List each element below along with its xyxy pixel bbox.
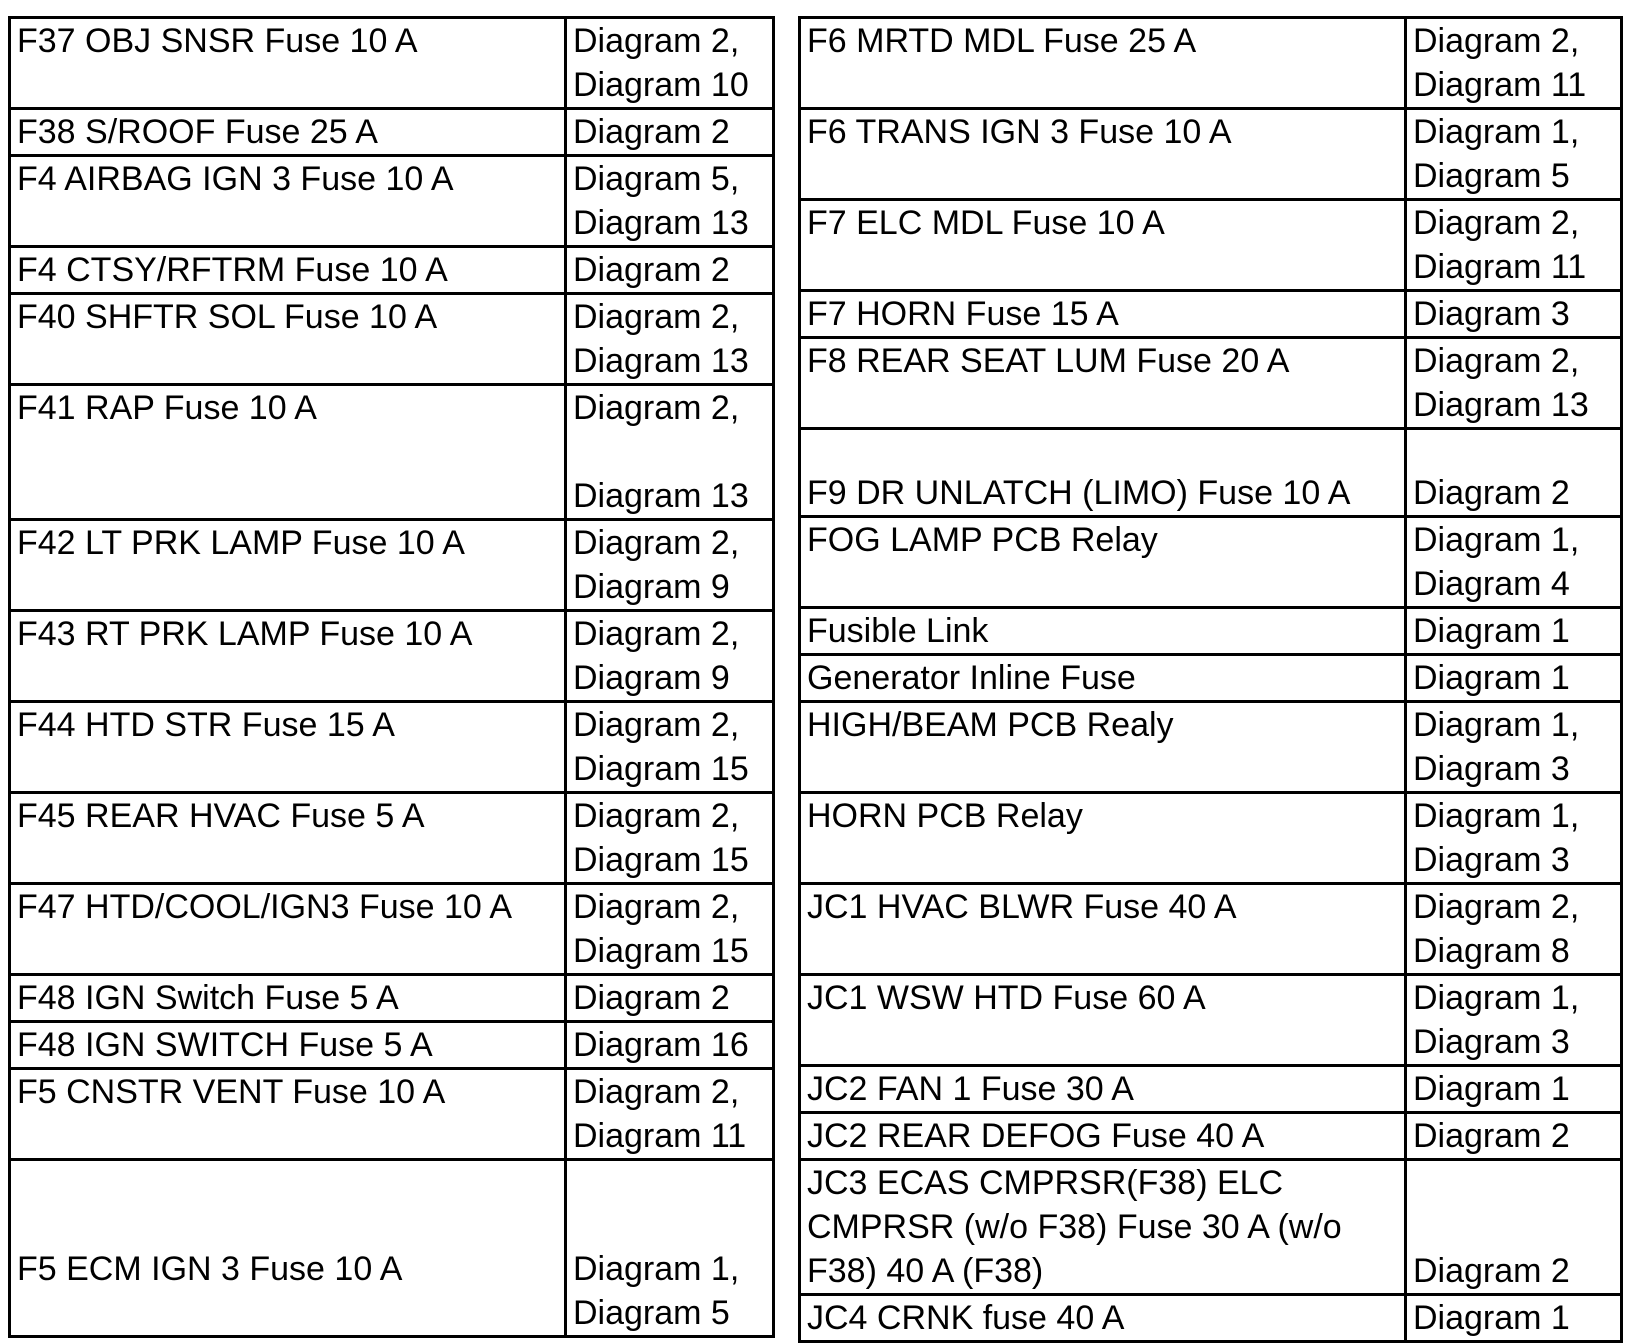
location-cell: Diagram 1 bbox=[1406, 1295, 1622, 1342]
component-cell: F7 ELC MDL Fuse 10 A bbox=[800, 200, 1406, 291]
component-cell: Generator Inline Fuse bbox=[800, 655, 1406, 702]
component-cell: F6 MRTD MDL Fuse 25 A bbox=[800, 18, 1406, 109]
table-row bbox=[10, 611, 774, 702]
component-cell: JC2 REAR DEFOG Fuse 40 A bbox=[800, 1113, 1406, 1160]
location-cell: Diagram 2, Diagram 10 bbox=[566, 18, 774, 109]
location-cell: Diagram 2 bbox=[566, 975, 774, 1022]
table-row bbox=[800, 200, 1622, 291]
component-cell: JC2 FAN 1 Fuse 30 A bbox=[800, 1066, 1406, 1113]
location-cell: Diagram 1 bbox=[1406, 1066, 1622, 1113]
location-cell: Diagram 1 bbox=[1406, 655, 1622, 702]
location-cell: Diagram 2 bbox=[566, 247, 774, 294]
location-cell: Diagram 1, Diagram 5 bbox=[1406, 109, 1622, 200]
table-row bbox=[800, 291, 1622, 338]
right-fuse-table bbox=[798, 16, 1623, 1343]
component-cell: F47 HTD/COOL/IGN3 Fuse 10 A bbox=[10, 884, 566, 975]
table-row bbox=[10, 294, 774, 385]
table-row bbox=[10, 18, 774, 109]
table-row bbox=[10, 385, 774, 520]
location-cell: Diagram 1, Diagram 3 bbox=[1406, 702, 1622, 793]
location-cell: Diagram 1, Diagram 3 bbox=[1406, 793, 1622, 884]
location-cell: Diagram 2, Diagram 15 bbox=[566, 884, 774, 975]
component-cell: F7 HORN Fuse 15 A bbox=[800, 291, 1406, 338]
location-cell: Diagram 5, Diagram 13 bbox=[566, 156, 774, 247]
table-row bbox=[800, 655, 1622, 702]
component-cell: F44 HTD STR Fuse 15 A bbox=[10, 702, 566, 793]
location-cell: Diagram 2, Diagram 11 bbox=[1406, 18, 1622, 109]
table-row bbox=[800, 793, 1622, 884]
component-cell: F43 RT PRK LAMP Fuse 10 A bbox=[10, 611, 566, 702]
component-cell: FOG LAMP PCB Relay bbox=[800, 517, 1406, 608]
location-cell: Diagram 2, Diagram 13 bbox=[566, 294, 774, 385]
location-cell: Diagram 2 bbox=[1406, 1113, 1622, 1160]
fuse-index-sheet bbox=[8, 16, 1620, 1337]
table-row bbox=[10, 702, 774, 793]
table-row bbox=[10, 156, 774, 247]
location-cell: Diagram 1 bbox=[1406, 608, 1622, 655]
table-row bbox=[800, 517, 1622, 608]
component-cell: JC4 CRNK fuse 40 A bbox=[800, 1295, 1406, 1342]
table-row bbox=[800, 338, 1622, 429]
location-cell: Diagram 2, Diagram 11 bbox=[1406, 200, 1622, 291]
left-fuse-table bbox=[8, 16, 775, 1338]
table-row bbox=[10, 975, 774, 1022]
location-cell: Diagram 2, Diagram 11 bbox=[566, 1069, 774, 1160]
table-row bbox=[800, 1066, 1622, 1113]
component-cell: JC3 ECAS CMPRSR(F38) ELC CMPRSR (w/o F38) Fuse 30 A (w/o F38) 40 A (F38) bbox=[800, 1160, 1406, 1295]
location-cell: Diagram 1, Diagram 4 bbox=[1406, 517, 1622, 608]
location-cell: Diagram 2, Diagram 13 bbox=[566, 385, 774, 520]
table-row bbox=[800, 429, 1622, 517]
table-row bbox=[10, 109, 774, 156]
table-row bbox=[10, 1160, 774, 1337]
component-cell: F41 RAP Fuse 10 A bbox=[10, 385, 566, 520]
table-row bbox=[800, 884, 1622, 975]
component-cell: HIGH/BEAM PCB Realy bbox=[800, 702, 1406, 793]
table-row bbox=[800, 18, 1622, 109]
component-cell: F48 IGN SWITCH Fuse 5 A bbox=[10, 1022, 566, 1069]
component-cell: F8 REAR SEAT LUM Fuse 20 A bbox=[800, 338, 1406, 429]
table-row bbox=[10, 520, 774, 611]
table-row bbox=[800, 702, 1622, 793]
component-cell: F37 OBJ SNSR Fuse 10 A bbox=[10, 18, 566, 109]
location-cell: Diagram 1, Diagram 5 bbox=[566, 1160, 774, 1337]
location-cell: Diagram 16 bbox=[566, 1022, 774, 1069]
table-row bbox=[10, 1069, 774, 1160]
table-row bbox=[800, 975, 1622, 1066]
component-cell: F40 SHFTR SOL Fuse 10 A bbox=[10, 294, 566, 385]
table-row bbox=[800, 1160, 1622, 1295]
component-cell: F6 TRANS IGN 3 Fuse 10 A bbox=[800, 109, 1406, 200]
location-cell: Diagram 2 bbox=[566, 109, 774, 156]
component-cell: F42 LT PRK LAMP Fuse 10 A bbox=[10, 520, 566, 611]
location-cell: Diagram 2, Diagram 15 bbox=[566, 793, 774, 884]
location-cell: Diagram 2, Diagram 15 bbox=[566, 702, 774, 793]
table-row bbox=[800, 1113, 1622, 1160]
component-cell: F5 ECM IGN 3 Fuse 10 A bbox=[10, 1160, 566, 1337]
location-cell: Diagram 2 bbox=[1406, 1160, 1622, 1295]
location-cell: Diagram 2, Diagram 8 bbox=[1406, 884, 1622, 975]
table-row bbox=[800, 109, 1622, 200]
component-cell: F45 REAR HVAC Fuse 5 A bbox=[10, 793, 566, 884]
component-cell: F48 IGN Switch Fuse 5 A bbox=[10, 975, 566, 1022]
component-cell: F4 AIRBAG IGN 3 Fuse 10 A bbox=[10, 156, 566, 247]
component-cell: JC1 WSW HTD Fuse 60 A bbox=[800, 975, 1406, 1066]
table-row bbox=[800, 1295, 1622, 1342]
component-cell: F4 CTSY/RFTRM Fuse 10 A bbox=[10, 247, 566, 294]
location-cell: Diagram 2, Diagram 9 bbox=[566, 520, 774, 611]
table-row bbox=[10, 793, 774, 884]
component-cell: HORN PCB Relay bbox=[800, 793, 1406, 884]
location-cell: Diagram 2 bbox=[1406, 429, 1622, 517]
location-cell: Diagram 2, Diagram 9 bbox=[566, 611, 774, 702]
location-cell: Diagram 2, Diagram 13 bbox=[1406, 338, 1622, 429]
component-cell: F5 CNSTR VENT Fuse 10 A bbox=[10, 1069, 566, 1160]
table-row bbox=[10, 247, 774, 294]
component-cell: Fusible Link bbox=[800, 608, 1406, 655]
table-row bbox=[10, 884, 774, 975]
location-cell: Diagram 3 bbox=[1406, 291, 1622, 338]
component-cell: F38 S/ROOF Fuse 25 A bbox=[10, 109, 566, 156]
component-cell: JC1 HVAC BLWR Fuse 40 A bbox=[800, 884, 1406, 975]
table-row bbox=[800, 608, 1622, 655]
component-cell: F9 DR UNLATCH (LIMO) Fuse 10 A bbox=[800, 429, 1406, 517]
location-cell: Diagram 1, Diagram 3 bbox=[1406, 975, 1622, 1066]
table-row bbox=[10, 1022, 774, 1069]
